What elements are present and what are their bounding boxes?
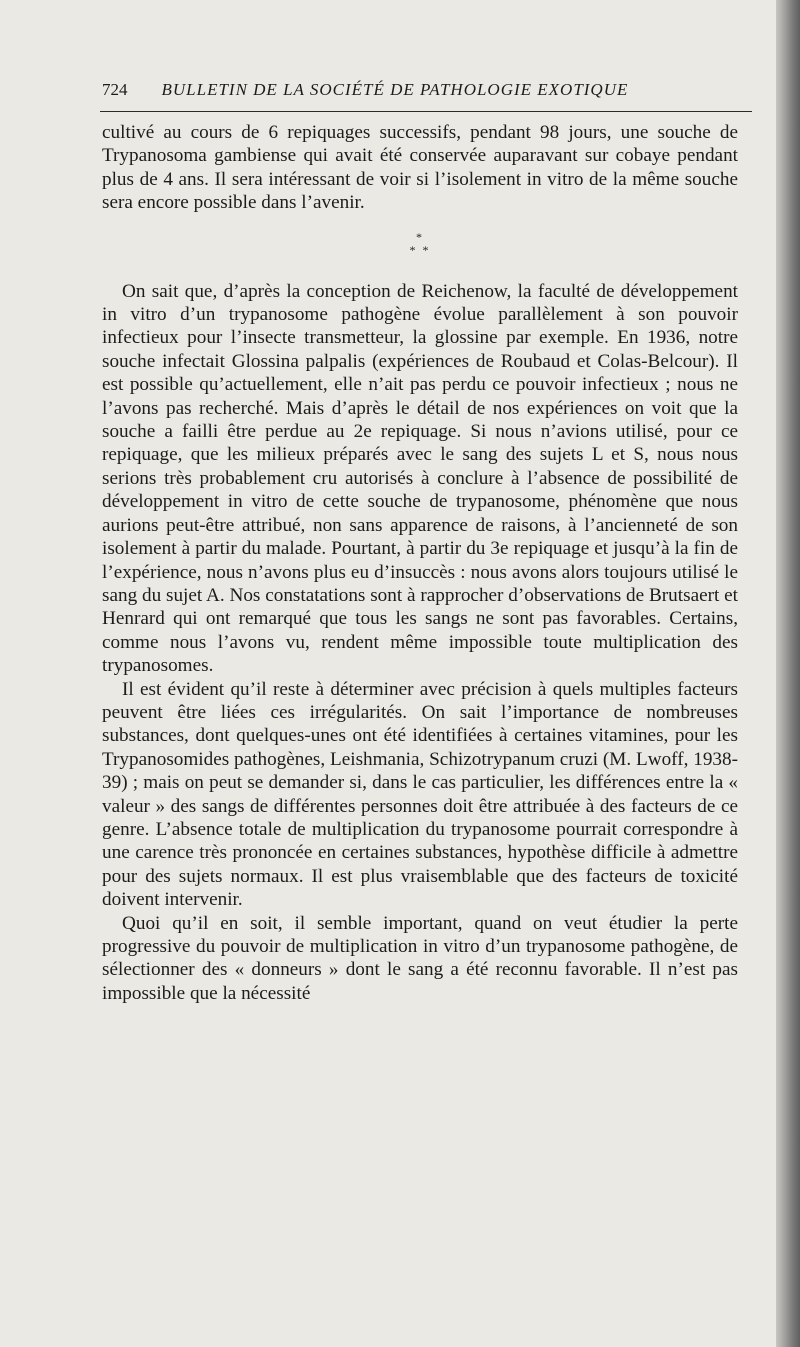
asterism [102, 231, 738, 257]
body-text [102, 121, 738, 1005]
header-rule [100, 111, 752, 112]
book-spine-shadow [776, 0, 800, 1347]
running-header [102, 80, 742, 100]
paragraph-4: Quoi qu’il en soit, il semble important, quand on veut étudier la perte progressive du pouvoir de multiplication in vitro d’un trypanosome pathogène, de sélectionner des « donneurs » dont le sang a été reconnu favorable. Il n’est pas impossible que la nécessité [102, 912, 738, 1004]
paragraph-3: Il est évident qu’il reste à déterminer avec précision à quels multiples facteurs peuvent être liées ces irrégularités. On sait l’importance de nombreuses substances, dont quelques-unes ont été identifiées à certaines vitamines, pour les Trypanosomides pathogènes, Leishmania, Schizotrypanum cruzi (M. Lwoff, 1938-39) ; mais on peut se demander si, dans le cas particulier, les différences entre la « valeur » des sangs de différentes personnes doit être attribuée à des facteurs de ce genre. L’absence totale de multiplication du trypanosome pourrait correspondre à une carence très prononcée en certaines substances, hypothèse difficile à admettre pour des sujets normaux. Il est plus vraisemblable que des facteurs de toxicité doivent intervenir. [102, 678, 738, 911]
asterism-bottom: * * [409, 242, 431, 257]
page-number: 724 [102, 80, 128, 99]
paragraph-2: On sait que, d’après la conception de Reichenow, la faculté de développement in vitro d’un trypanosome pathogène évolue parallèlement à son pouvoir infectieux pour l’insecte transmetteur, la glossine par exemple. En 1936, notre souche infectait Glossina palpalis (expériences de Roubaud et Colas-Belcour). Il est possible qu’actuellement, elle n’ait pas perdu ce pouvoir infectieux ; nous ne l’avons pas recherché. Mais d’après le détail de nos expériences on voit que la souche a failli être perdue au 2e repiquage. Si nous n’avions utilisé, pour ce repiquage, que les milieux préparés avec le sang des sujets L et S, nous nous serions très probablement cru autorisés à conclure à l’absence de possibilité de développement in vitro de cette souche de trypanosome, phénomène que nous aurions peut-être attribué, non sans apparence de raisons, à l’ancienneté de son isolement à partir du malade. Pourtant, à partir du 3e repiquage et jusqu’à la fin de l’expérience, nous n’avons plus eu d’insuccès : nous avons alors toujours utilisé le sang du sujet A. Nos constatations sont à rapprocher d’observations de Brutsaert et Henrard qui ont remarqué que tous les sangs ne sont pas favorables. Certains, comme nous l’avons vu, rendent même impossible toute multiplication des trypanosomes. [102, 280, 738, 677]
paragraph-1: cultivé au cours de 6 repiquages successifs, pendant 98 jours, une souche de Trypanosoma gambiense qui avait été conservée auparavant sur cobaye pendant plus de 4 ans. Il sera intéressant de voir si l’isolement in vitro de la même souche sera encore possible dans l’avenir. [102, 122, 738, 214]
asterism-top: * [416, 229, 424, 244]
running-title: BULLETIN DE LA SOCIÉTÉ DE PATHOLOGIE EXOTIQUE [161, 80, 629, 99]
